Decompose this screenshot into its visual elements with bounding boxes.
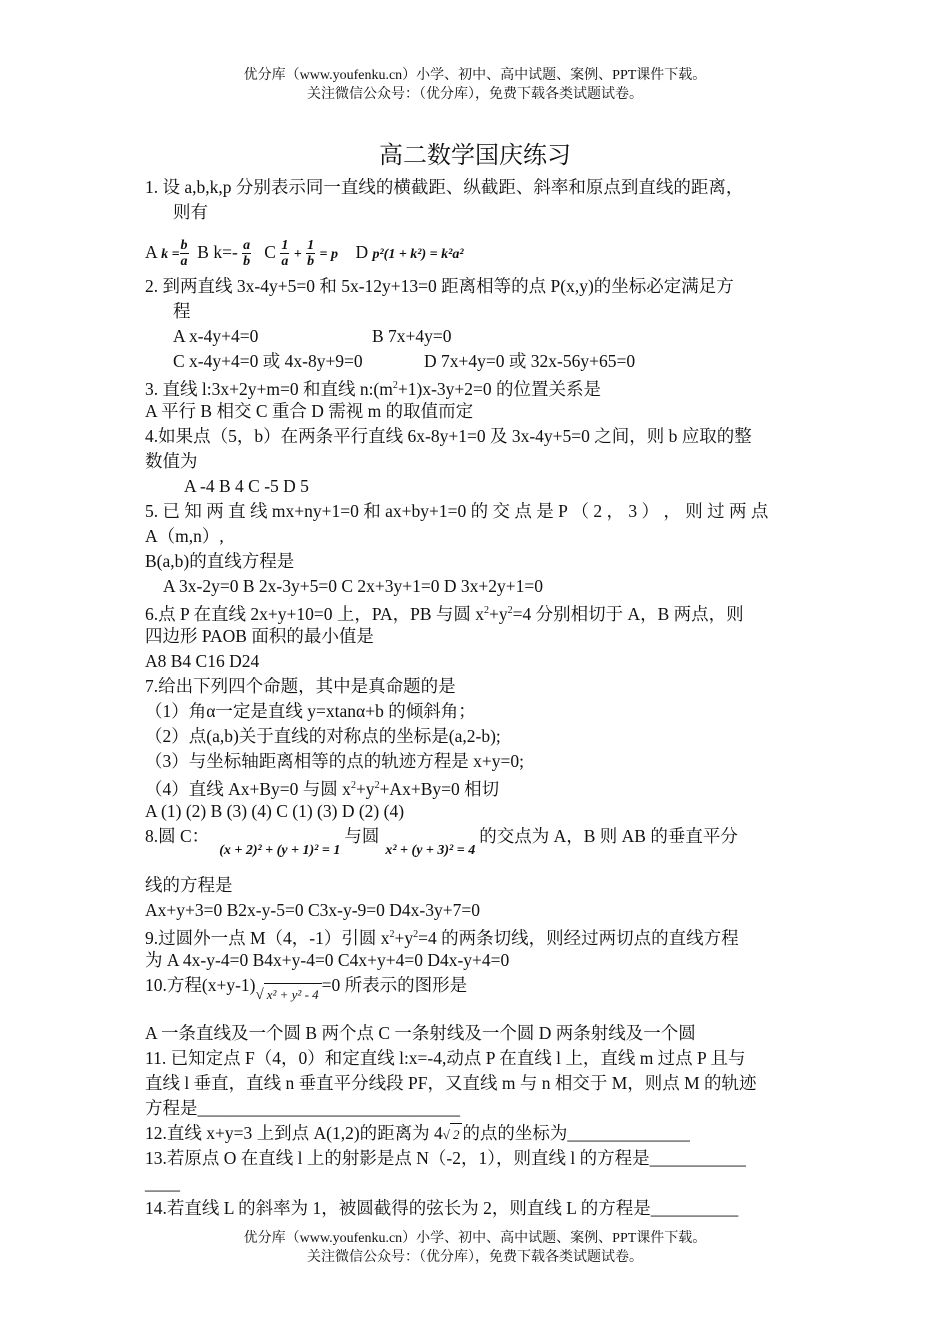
q13-line-1: 13.若原点 O 在直线 l 上的射影是点 N（-2，1），则直线 l 的方程是___________ [145,1148,746,1168]
q1-option-c-frac1 [280,238,289,269]
radical-icon: √ [255,987,264,1003]
q2-option-c: C x-4y+4=0 或 4x-8y+9=0 [173,351,363,371]
q1-stem: 1. 设 a,b,k,p 分别表示同一直线的横截距、纵截距、斜率和原点到直线的距离， [145,177,744,197]
q3-stem-a: 3. 直线 l:3x+2y+m=0 和直线 n:(m [145,378,393,399]
q1-option-b-fraction [242,238,251,269]
q7-proposition-2: （2）点(a,b)关于直线的对称点的坐标是(a,2-b); [145,726,501,746]
footer-line-1: 优分库（www.youfenku.cn）小学、初中、高中试题、案例、PPT课件下载。 [243,1231,707,1246]
q1-b-den: b [243,254,251,270]
q9-sup2: 2 [413,929,419,940]
q1-stem-2: 则有 [173,202,208,222]
q7-p4-b: +y [355,778,375,799]
q12-sqrt: 2 [450,1123,463,1146]
q8-stem-c: 的交点为 A，B 则 AB 的垂直平分 [479,826,738,846]
q12-b: 的点的坐标为______________ [462,1123,690,1143]
q10-options: A 一条直线及一个圆 B 两个点 C 一条射线及一个圆 D 两条射线及一个圆 [145,1023,696,1043]
q3-stem-b: +1)x-3y+2=0 的位置关系是 [397,378,602,399]
q7-proposition-1: （1）角α一定是直线 y=xtanα+b 的倾斜角； [145,701,476,721]
q1-option-b-label: B k=- [197,242,238,262]
q5-stem: 5. 已 知 两 直 线 mx+ny+1=0 和 ax+by+1=0 的 交 点 是 P （ 2 ， 3 ） ， 则 过 两 点 [145,501,769,521]
q2-stem-2: 程 [173,301,191,321]
q1-option-d-label: D [355,242,369,262]
q11-line-1: 11. 已知定点 F（4，0）和定直线 l:x=-4,动点 P 在直线 l 上，直线 m 过点 P 且与 [145,1048,746,1068]
q1-b-num: a [243,238,251,254]
q6-options: A8 B4 C16 D24 [145,651,260,671]
q6-sup1: 2 [484,605,489,616]
q10-sqrt: x² + y² - 4 [264,983,322,1006]
q9-stem-c: =4 的两条切线，则经过两切点的直线方程 [418,927,739,948]
header-line-1: 优分库（www.youfenku.cn）小学、初中、高中试题、案例、PPT课件下载。 [243,68,707,83]
q7-proposition-4 [145,775,499,800]
q1-c-d2: b [307,254,315,270]
q9-sup1: 2 [389,929,395,940]
q10-stem-b: =0 所表示的图形是 [321,975,468,995]
q1-option-a-fraction [180,238,189,269]
q9-stem-b: +y [394,927,414,948]
q7-proposition-3: （3）与坐标轴距离相等的点的轨迹方程是 x+y=0; [145,751,524,771]
q2-option-b: B 7x+4y=0 [372,326,452,346]
q4-stem-2: 数值为 [145,451,198,471]
q5-stem-2: A（m,n）, [145,526,224,546]
q7-p4-c: +Ax+By=0 相切 [379,778,500,799]
q6-stem-a: 6.点 P 在直线 2x+y+10=0 上，PA，PB 与圆 x [145,603,484,624]
q7-options: A (1) (2) B (3) (4) C (1) (3) D (2) (4) [145,801,405,821]
q6-stem-2: 四边形 PAOB 面积的最小值是 [145,626,374,646]
q3-stem [145,375,601,400]
q1-c-eq: = p [319,247,338,262]
q1-a-den: a [180,254,188,270]
q8-stem-a: 8.圆 C： [145,826,210,846]
q10-stem-a: 10.方程(x+y-1) [145,975,256,995]
q7-p4-sup1: 2 [350,780,356,791]
q11-line-3: 方程是______________________________ [145,1098,460,1118]
q9-stem-a: 9.过圆外一点 M（4，-1）引圆 x [145,927,390,948]
q5-stem-3: B(a,b)的直线方程是 [145,551,295,571]
header-line-2: 关注微信公众号：（优分库），免费下载各类试题试卷。 [307,87,643,102]
q9-stem [145,924,739,949]
q1-option-a-label: A [145,242,157,262]
q7-p4-a: （4）直线 Ax+By=0 与圆 x [145,778,351,799]
radical-icon: √ [442,1127,450,1142]
q5-options: A 3x-2y=0 B 2x-3y+5=0 C 2x+3y+1=0 D 3x+2y+1=0 [163,576,544,596]
q8-options: Ax+y+3=0 B2x-y-5=0 C3x-y-9=0 D4x-3y+7=0 [145,900,480,920]
q8-eq1: (x + 2)² + (y + 1)² = 1 [219,843,341,858]
q13-line-2: ____ [145,1173,180,1193]
q10-stem [145,974,468,1003]
q6-stem [145,600,744,625]
q12-stem [145,1122,690,1146]
q11-line-2: 直线 l 垂直，直线 n 垂直平分线段 PF，又直线 m 与 n 相交于 M，则点 M 的轨迹 [145,1073,757,1093]
page-header [0,66,950,104]
q14-line-1: 14.若直线 L 的斜率为 1，被圆截得的弦长为 2，则直线 L 的方程是__________ [145,1198,739,1218]
q6-stem-b: +y [489,603,508,624]
q4-options: A -4 B 4 C -5 D 5 [184,476,309,496]
q8-stem-2: 线的方程是 [145,875,233,895]
q1-option-c-frac2 [306,238,315,269]
q7-stem: 7.给出下列四个命题，其中是真命题的是 [145,676,456,696]
q2-option-a: A x-4y+4=0 [173,326,259,346]
q1-c-n2: 1 [307,238,315,254]
q1-option-d-expr: p²(1 + k²) = k²a² [372,247,464,262]
q8-stem [145,825,738,858]
q2-option-d: D 7x+4y=0 或 32x-56y+65=0 [424,351,636,371]
footer-line-2: 关注微信公众号：（优分库），免费下载各类试题试卷。 [307,1250,643,1265]
q1-a-num: b [180,238,188,254]
page-footer [0,1229,950,1267]
q1-option-a-k: k = [161,247,180,262]
q3-sup: 2 [392,380,398,391]
q6-sup2: 2 [507,605,513,616]
q4-stem: 4.如果点（5，b）在两条平行直线 6x-8y+1=0 及 3x-4y+5=0 之间，则 b 应取的整 [145,426,752,446]
q2-stem: 2. 到两直线 3x-4y+5=0 和 5x-12y+13=0 距离相等的点 P(x,y)的坐标必定满足方 [145,276,734,296]
q7-p4-sup2: 2 [374,780,380,791]
q1-c-plus: + [293,247,302,262]
q8-stem-b: 与圆 [344,826,380,846]
q8-eq2: x² + (y + 3)² = 4 [385,843,476,858]
q9-stem-2: 为 A 4x-y-4=0 B4x+y-4=0 C4x+y+4=0 D4x-y+4=0 [145,950,510,970]
q1-option-c-label: C [264,242,276,262]
q12-a: 12.直线 x+y=3 上到点 A(1,2)的距离为 4 [145,1123,443,1143]
page-title: 高二数学国庆练习 [379,143,571,169]
q1-options [145,234,464,270]
q3-options: A 平行 B 相交 C 重合 D 需视 m 的取值而定 [145,401,474,421]
q1-c-n1: 1 [281,238,289,254]
q1-c-d1: a [281,254,289,270]
q6-stem-c: =4 分别相切于 A，B 两点，则 [512,603,744,624]
